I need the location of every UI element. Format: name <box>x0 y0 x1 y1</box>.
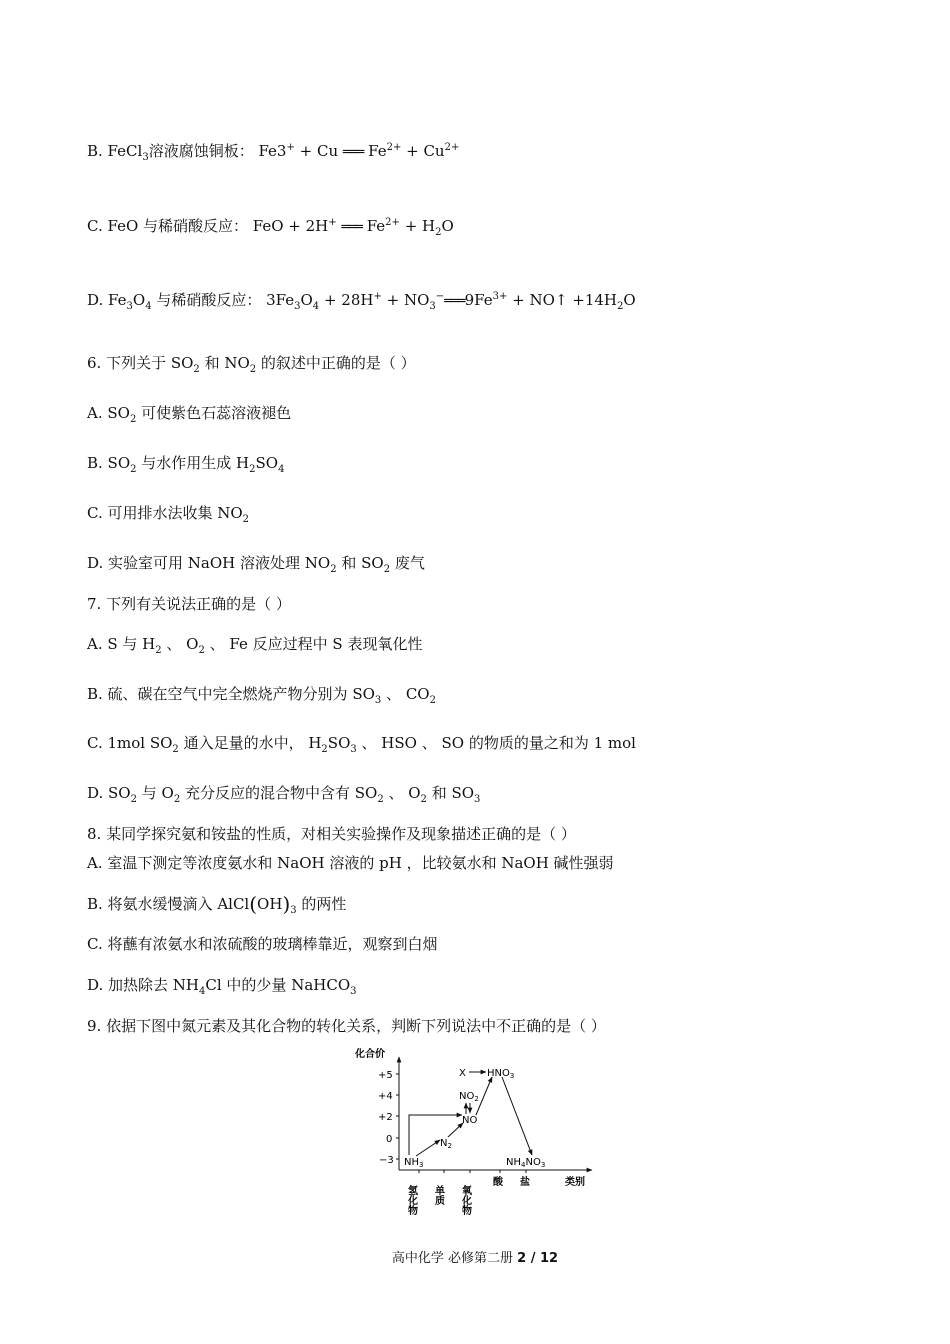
species-n2: $N_2$ <box>440 1138 452 1150</box>
arrow-hno3-nh4no3 <box>502 1077 532 1155</box>
option-7a: A. S 与 $H_2$ 、 $O_2$ 、 Fe 反应过程中 S 表现氧化性 <box>87 635 423 656</box>
nitrogen-valence-diagram <box>352 1045 602 1215</box>
y-tick: 0 <box>386 1134 393 1145</box>
option-6d: D. 实验室可用 NaOH 溶液处理 $NO_2$ 和 $SO_2$ 废气 <box>87 554 425 575</box>
question-7: 7. 下列有关说法正确的是（ ） <box>87 595 291 613</box>
option-8c: C. 将蘸有浓氨水和浓硫酸的玻璃棒靠近，观察到白烟 <box>87 935 438 953</box>
x-category: 单质 <box>432 1185 444 1205</box>
y-axis-label: 化合价 <box>355 1049 385 1060</box>
species-no2: $NO_2$ <box>459 1091 479 1103</box>
y-tick: +2 <box>378 1112 393 1123</box>
question-6: 6. 下列关于 $SO_2$ 和 $NO_2$ 的叙述中正确的是（ ） <box>87 354 416 375</box>
species-no: NO <box>462 1115 478 1126</box>
arrow-nh3-n2 <box>416 1140 440 1156</box>
page-footer: 高中化学 必修第二册 2 / 12 <box>391 1251 559 1266</box>
species-x: X <box>459 1068 466 1079</box>
option-7c: C. 1mol $SO_2$ 通入足量的水中， $H_2SO_3$ 、 HSO 、 SO 的物质的量之和为 1 mol <box>87 734 636 755</box>
option-6c: C. 可用排水法收集 $NO_2$ <box>87 504 250 525</box>
question-8: 8. 某同学探究氨和铵盐的性质，对相关实验操作及现象描述正确的是（ ） <box>87 825 576 843</box>
y-tick: +4 <box>378 1091 393 1102</box>
option-8a: A. 室温下测定等浓度氨水和 NaOH 溶液的 pH ，比较氨水和 NaOH 碱性强弱 <box>87 854 614 872</box>
x-axis-label: 类别 <box>565 1177 585 1188</box>
option-5c: C. FeO 与稀硝酸反应： FeO + 2H+ ═══ $Fe^{2+} + H_2O$ <box>87 217 454 238</box>
y-tick: −3 <box>379 1155 394 1166</box>
x-category: 氧化物 <box>459 1185 471 1215</box>
question-9: 9. 依据下图中氮元素及其化合物的转化关系，判断下列说法中不正确的是（ ） <box>87 1017 606 1035</box>
option-6b: B. $SO_2$ 与水作用生成 $H_2SO_4$ <box>87 454 285 475</box>
option-7b: B. 硫、碳在空气中完全燃烧产物分别为 $SO_3$ 、 $CO_2$ <box>87 685 436 706</box>
option-5b: B. FeCl$_3$溶液腐蚀铜板： Fe3+ + Cu ═══ $Fe^{2+} + Cu^{2+}$ <box>87 142 460 163</box>
option-7d: D. $SO_2$ 与 $O_2$ 充分反应的混合物中含有 $SO_2$ 、 $O_2$ 和 $SO_3$ <box>87 784 481 805</box>
arrow-nh3-no <box>409 1115 462 1155</box>
x-category: 酸 <box>493 1177 503 1188</box>
option-8d: D. 加热除去 $NH_4Cl$ 中的少量 NaHCO$_3$ <box>87 976 357 997</box>
x-category: 氢化物 <box>405 1185 417 1215</box>
option-8b: B. 将氨水缓慢滴入 $AlCl(OH)_3$ 的两性 <box>87 892 347 916</box>
y-tick: +5 <box>378 1070 393 1081</box>
option-5d: D. $Fe_3O_4$ 与稀硝酸反应： $3Fe_3O_4 + 28H^+$ + $NO_3^-═══9Fe^{3+}$ + NO↑ $+14H_2O$ <box>87 291 636 312</box>
species-nh4no3: $NH_4NO_3$ <box>506 1157 546 1169</box>
species-nh3: $NH_3$ <box>404 1157 424 1169</box>
arrow-n2-no <box>448 1123 463 1137</box>
x-category: 盐 <box>520 1177 530 1188</box>
species-hno3: $HNO_3$ <box>487 1068 515 1080</box>
option-6a: A. $SO_2$ 可使紫色石蕊溶液褪色 <box>87 404 292 425</box>
